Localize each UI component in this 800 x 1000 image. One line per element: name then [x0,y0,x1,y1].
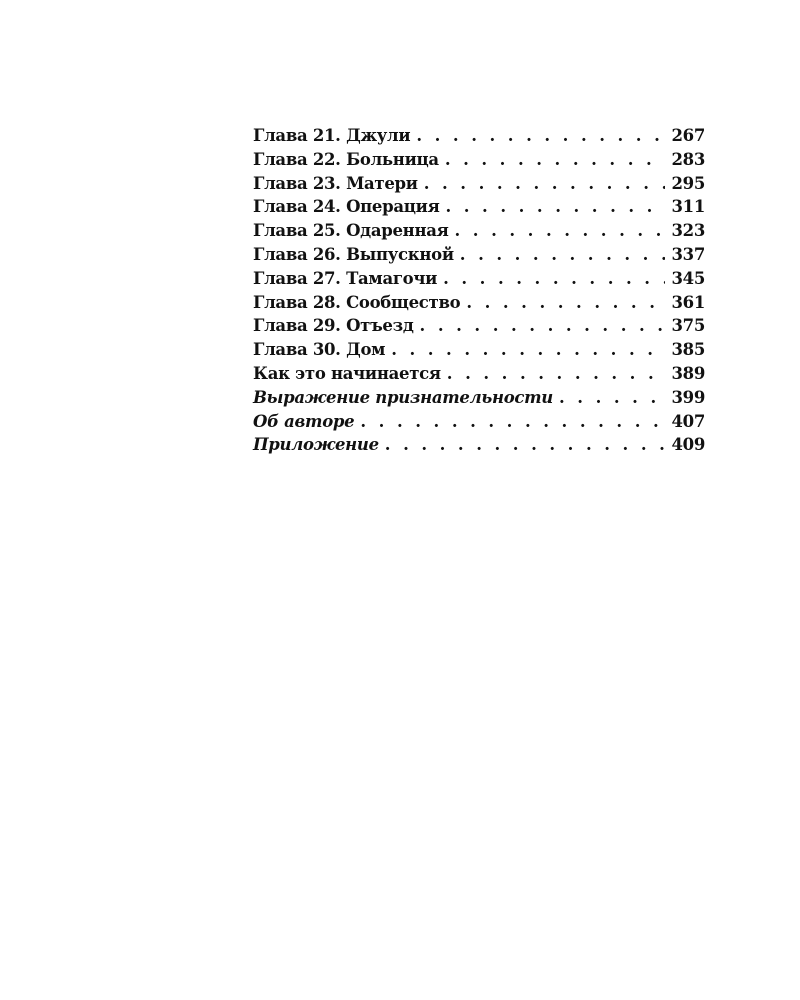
toc-entry-page: 295 [671,173,705,193]
toc-dot-leader [445,197,665,216]
toc-entry-page: 323 [671,221,705,241]
toc-entry-page: 375 [671,316,705,336]
toc-entry-page: 345 [671,268,705,288]
toc-entry-title: Об авторе [253,411,355,431]
toc-dot-leader [466,293,665,312]
toc-entry-page: 389 [671,363,705,383]
toc-dot-leader [445,150,665,169]
toc-entry [253,435,705,459]
toc-entry [253,197,705,221]
toc-entry-page: 385 [671,340,705,360]
toc-entry [253,388,705,412]
toc-entry-title: Глава 27. Тамагочи [253,268,438,288]
toc-entry-title: Приложение [253,435,379,455]
toc-dot-leader [385,435,665,454]
toc-entry [253,245,705,269]
toc-dot-leader [360,412,665,431]
toc-entry-title: Глава 29. Отъезд [253,316,414,336]
toc-entry [253,174,705,198]
toc-entry [253,364,705,388]
toc-dot-leader [416,126,665,145]
toc-entry-page: 337 [671,244,705,264]
toc-entry-title: Глава 23. Матери [253,173,418,193]
toc-entry [253,269,705,293]
toc-entry-page: 311 [671,197,705,217]
toc-entry [253,293,705,317]
toc-dot-leader [460,245,665,264]
toc-entry [253,412,705,436]
toc-entry-title: Глава 28. Сообщество [253,292,461,312]
toc-entry-title: Выражение признательности [253,387,554,407]
toc-entry-title: Глава 24. Операция [253,197,440,217]
toc-entry-title: Как это начинается [253,363,441,383]
table-of-contents [253,126,705,459]
toc-entry [253,316,705,340]
toc-entry-title: Глава 22. Больница [253,149,439,169]
toc-entry [253,126,705,150]
toc-dot-leader [424,174,665,193]
toc-entry [253,221,705,245]
toc-entry-page: 407 [671,411,705,431]
toc-dot-leader [391,340,665,359]
toc-dot-leader [559,388,665,407]
toc-dot-leader [420,316,665,335]
toc-entry-page: 283 [671,149,705,169]
toc-dot-leader [455,221,666,240]
toc-entry-page: 409 [671,435,705,455]
toc-entry-page: 267 [671,126,705,145]
toc-entry-page: 399 [671,387,705,407]
toc-entry [253,340,705,364]
toc-entry-title: Глава 26. Выпускной [253,244,454,264]
toc-entry-page: 361 [671,292,705,312]
toc-dot-leader [443,269,665,288]
toc-entry-title: Глава 25. Одаренная [253,221,449,241]
toc-entry [253,150,705,174]
toc-entry-title: Глава 30. Дом [253,340,386,360]
toc-dot-leader [447,364,665,383]
toc-entry-title: Глава 21. Джули [253,126,411,145]
